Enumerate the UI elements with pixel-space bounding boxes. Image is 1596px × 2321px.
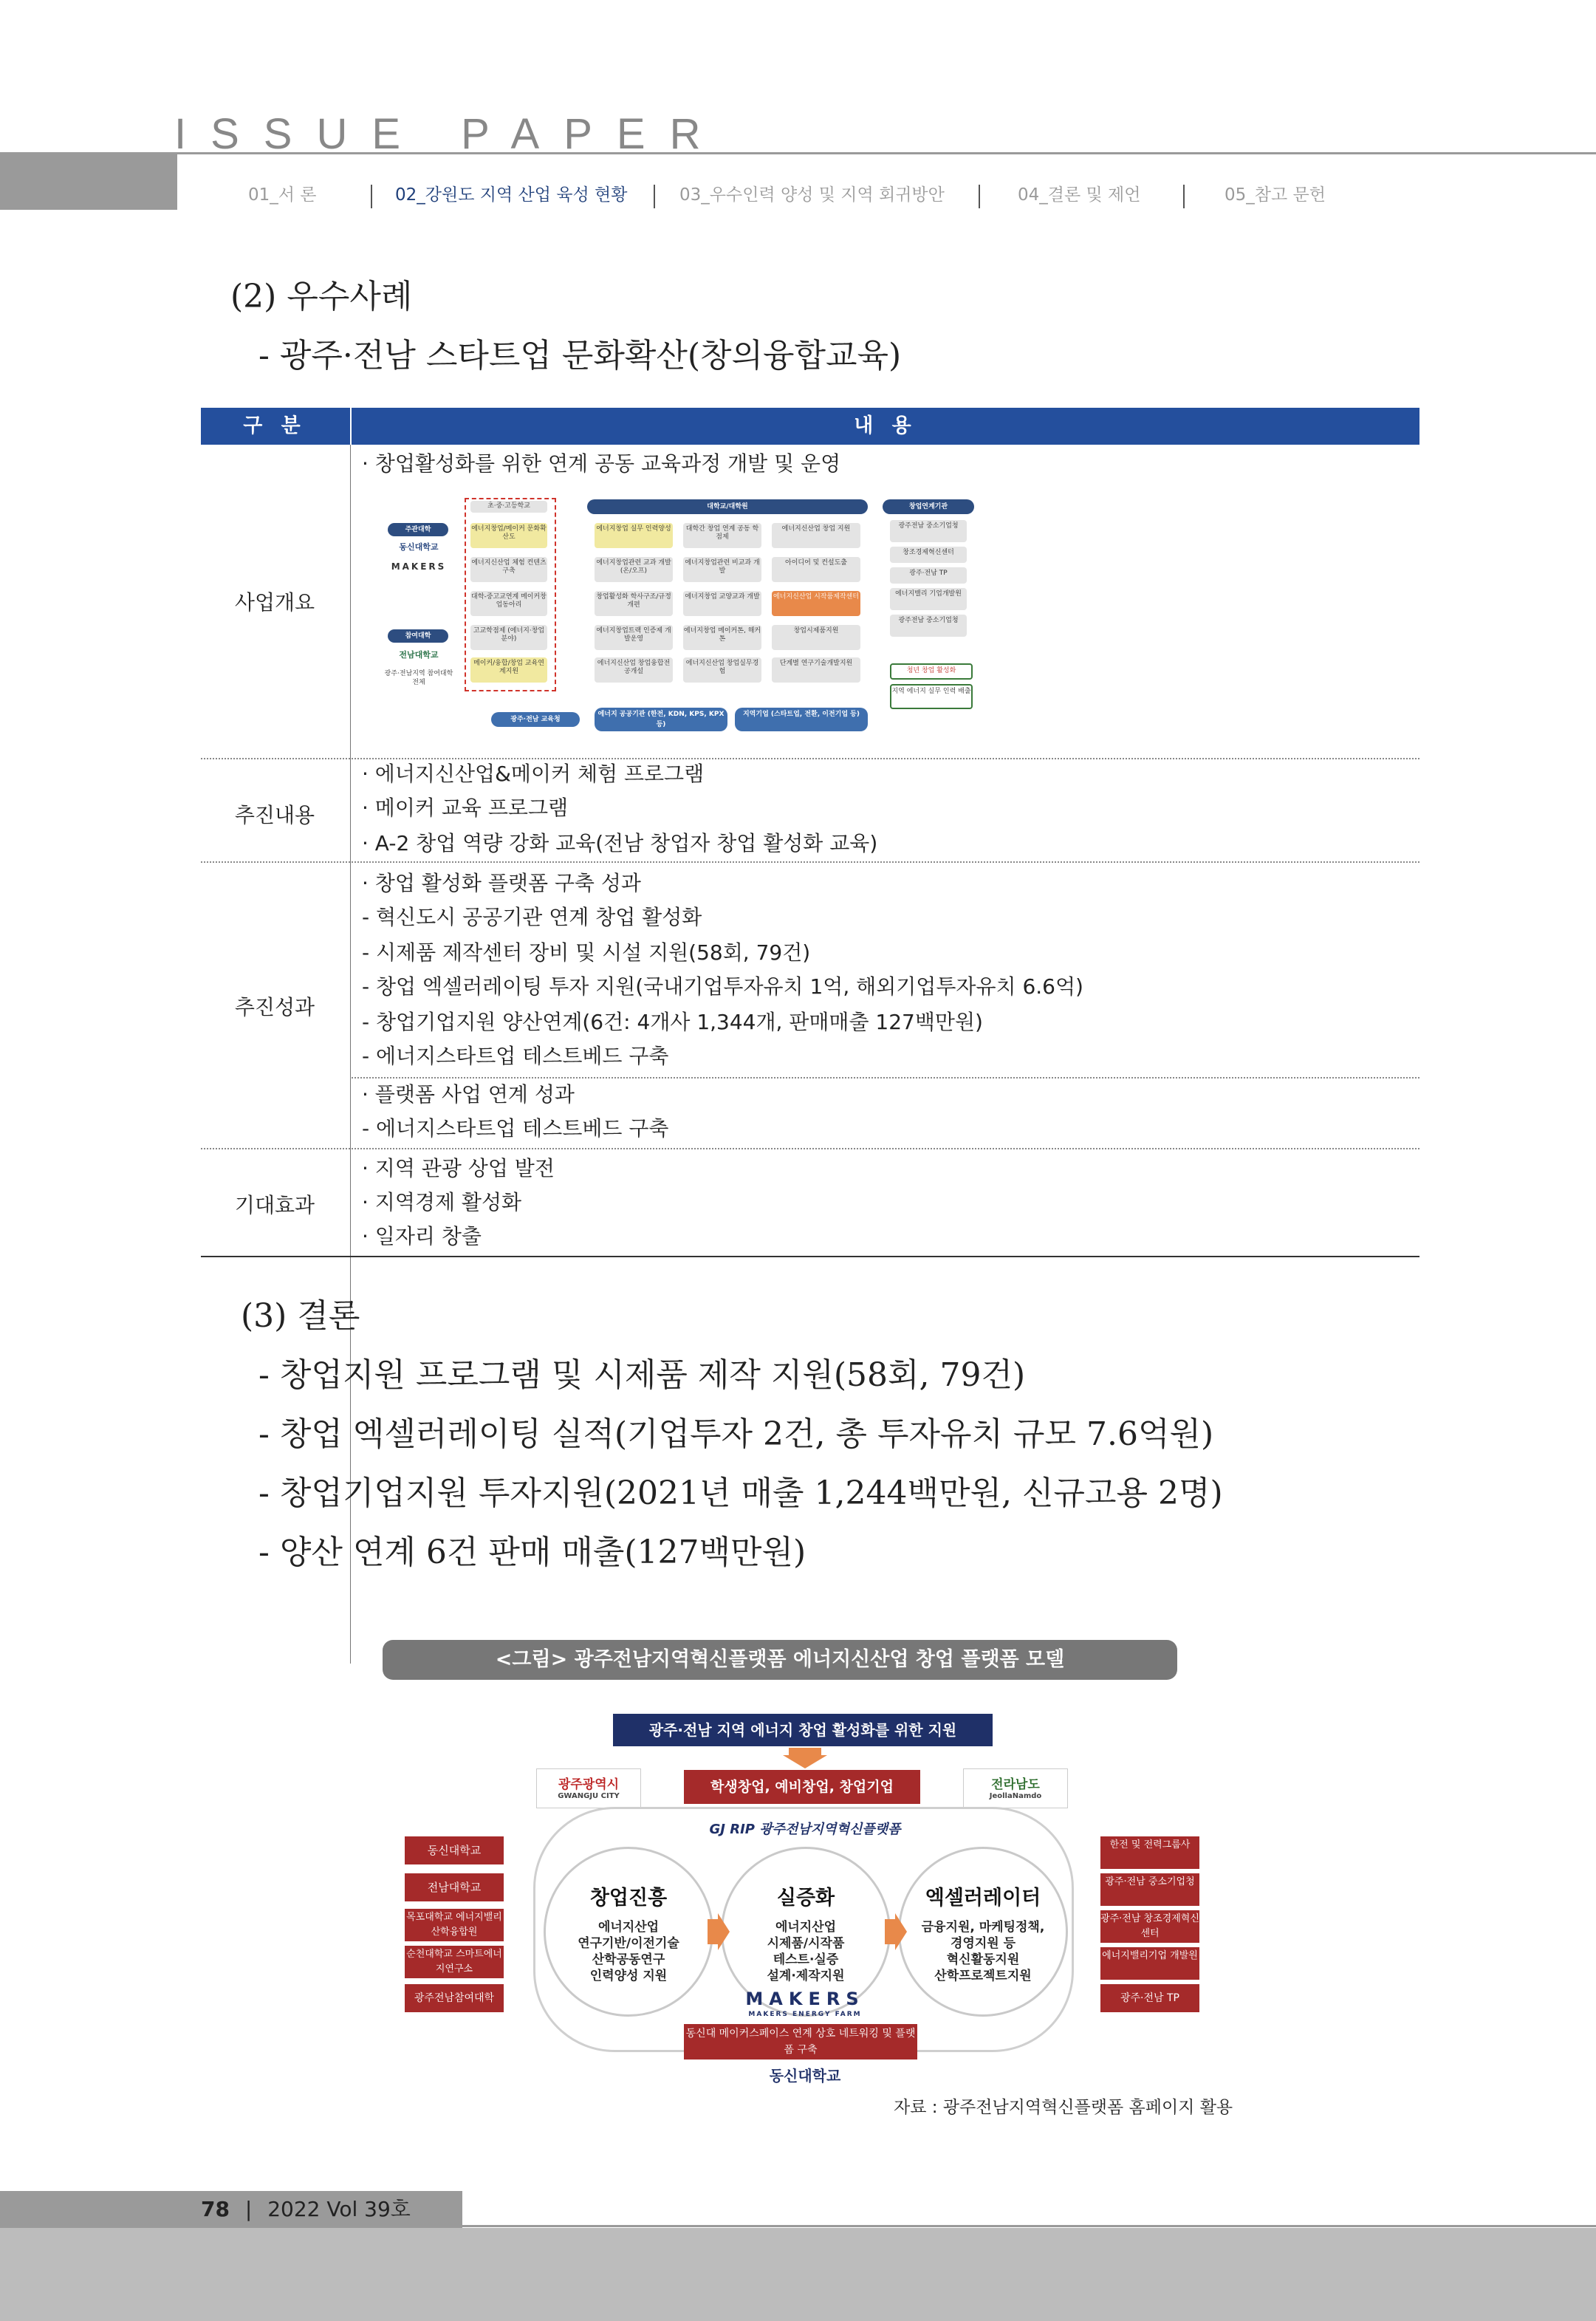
footer-rule xyxy=(462,2225,1596,2227)
section-heading: (2) 우수사례 xyxy=(230,278,413,315)
row-label-effects: 기대효과 xyxy=(234,1193,315,1217)
table-item: - 시제품 제작센터 장비 및 시설 지원(58회, 79건) xyxy=(362,940,811,965)
partner-university-label: 참여대학 xyxy=(388,629,448,643)
circle-accelerator: 엑셀러레이터 금융지원, 마케팅정책, 경영지원 등 혁신활동지원 산학프로젝트지원 xyxy=(898,1847,1068,2017)
result-box: 지역 에너지 실무 인력 배출 xyxy=(890,684,973,709)
nav-item-talent[interactable]: 03_우수인력 양성 및 지역 회귀방안 xyxy=(679,185,945,205)
university-cell: 에너지창업관련 교과 개발(온/오프) xyxy=(595,557,673,582)
chonnam-logo: 전남대학교 xyxy=(399,650,439,660)
target-box: 학생창업, 예비창업, 창업기업 xyxy=(684,1770,920,1804)
school-cell: 메이커/융합/창업 교육연계지원 xyxy=(470,657,547,683)
university-cell: 에너지창업 실무 인력양성 xyxy=(595,523,673,548)
arrow-right-icon xyxy=(885,1913,907,1950)
header-gray-block xyxy=(0,152,177,210)
university-cell: 에너지신산업 창업실무경험 xyxy=(683,657,761,683)
table-item: · 지역경제 활성화 xyxy=(362,1190,522,1214)
footer-separator: | xyxy=(244,2197,253,2221)
arrow-down-icon xyxy=(783,1748,827,1768)
support-banner: 광주·전남 지역 에너지 창업 활성화를 위한 지원 xyxy=(613,1714,993,1746)
partner-box: 광주·전남 창조경제혁신센터 xyxy=(1100,1910,1199,1943)
agency-cell: 창조경제혁신센터 xyxy=(890,547,967,563)
university-cell: 에너지창업트랙 인증제 개발운영 xyxy=(595,625,673,650)
table-item: - 창업기업지원 양산연계(6건: 4개사 1,344개, 판매매출 127백만원) xyxy=(362,1010,983,1034)
university-cell: 창업활성화 학사구조/규정개편 xyxy=(595,591,673,616)
table-item: · 메이커 교육 프로그램 xyxy=(362,796,569,820)
university-cell: 에너지신산업 창업 지원 xyxy=(772,523,860,548)
makers-figure-sub: MAKERS ENERGY FARM xyxy=(748,2011,862,2018)
gwangju-logo: 광주광역시 GWANGJU CITY xyxy=(536,1768,641,1808)
school-cell: 고교학점제 (에너지·창업분야) xyxy=(470,625,547,650)
makers-figure-logo: MAKERS xyxy=(745,1989,865,2009)
school-column-header: 초·중·고등학교 xyxy=(470,501,547,513)
nav-item-current[interactable]: 02_강원도 지역 산업 육성 현황 xyxy=(395,185,628,205)
nav-item-references[interactable]: 05_참고 문헌 xyxy=(1225,185,1326,205)
partner-box: 광주·전남 TP xyxy=(1100,1984,1199,2012)
agency-cell: 에너지밸리 기업개발원 xyxy=(890,588,967,610)
arrow-right-icon xyxy=(708,1913,730,1950)
agency-column-header: 창업연계기관 xyxy=(883,499,974,514)
university-cell: 에너지창업 메이커톤, 해커톤 xyxy=(683,625,761,650)
nav-separator xyxy=(371,185,372,208)
row-label-results: 추진성과 xyxy=(234,995,315,1019)
brand-title: ISSUE PAPER xyxy=(174,110,725,158)
table-item: - 혁신도시 공공기관 연계 창업 활성화 xyxy=(362,905,702,929)
conclusion-heading: (3) 결론 xyxy=(241,1297,360,1335)
row-divider xyxy=(352,1077,1419,1079)
agency-cell: 광주전남 중소기업청 xyxy=(890,520,967,542)
table-item: - 에너지스타트업 테스트베드 구축 xyxy=(362,1044,669,1068)
bottom-bar-item: 지역기업 (스타트업, 전환, 이전기업 등) xyxy=(735,708,868,731)
partner-box: 에너지밸리기업 개발원 xyxy=(1100,1947,1199,1980)
university-cell: 에너지창업관련 비교과 개발 xyxy=(683,557,761,582)
table-bottom-rule xyxy=(201,1256,1419,1257)
table-item: · 창업 활성화 플랫폼 구축 성과 xyxy=(362,871,641,895)
university-cell: 대학간 창업 연계 공동 학점제 xyxy=(683,523,761,548)
university-cell: 단계별 연구기술개발지원 xyxy=(772,657,860,683)
table-header xyxy=(201,408,1419,445)
partner-box: 광주·전남 중소기업청 xyxy=(1100,1873,1199,1906)
agency-cell: 광주전남 중소기업청 xyxy=(890,615,967,637)
gjrip-logo: GJ RIP 광주전남지역혁신플랫폼 xyxy=(709,1822,901,1837)
table-item: · 에너지신산업&메이커 체험 프로그램 xyxy=(362,762,705,786)
table-item: · A-2 창업 역량 강화 교육(전남 창업자 창업 활성화 교육) xyxy=(362,831,878,855)
page-number: 78 xyxy=(201,2197,230,2221)
header-content: 내 용 xyxy=(854,414,917,437)
row-divider xyxy=(201,1148,1419,1149)
section-subheading: - 광주·전남 스타트업 문화확산(창의융합교육) xyxy=(258,337,902,375)
footer-band xyxy=(0,2228,1596,2321)
agency-cell: 광주·전남 TP xyxy=(890,567,967,584)
university-cell: 에너지창업 교양교과 개발 xyxy=(683,591,761,616)
partner-box: 목포대학교 에너지밸리산학융합원 xyxy=(405,1909,504,1941)
partner-box: 한전 및 전력그룹사 xyxy=(1100,1836,1199,1869)
row-divider xyxy=(201,861,1419,863)
partner-box: 순천대학교 스마트에너지연구소 xyxy=(405,1946,504,1978)
table-item: · 지역 관광 상업 발전 xyxy=(362,1156,555,1180)
conclusion-bullet: - 양산 연계 6건 판매 매출(127백만원) xyxy=(258,1534,806,1571)
circle-demonstration: 실증화 에너지산업 시제품/시작품 테스트·실증 설계·제작지원 xyxy=(721,1847,891,2017)
makers-logo: MAKERS xyxy=(391,561,447,572)
school-cell: 에너지창업/메이커 문화확산도 xyxy=(470,523,547,548)
header-category: 구 분 xyxy=(243,414,306,437)
figure-source: 자료 : 광주전남지역혁신플랫폼 홈페이지 활용 xyxy=(894,2098,1233,2117)
university-column-header: 대학교/대학원 xyxy=(587,499,868,514)
university-cell: 아이디어 및 컨설도출 xyxy=(772,557,860,582)
bottom-bar-item: 에너지 공공기관 (한전, KDN, KPS, KPX 등) xyxy=(595,708,727,731)
nav-separator xyxy=(1183,185,1185,208)
platform-model-figure xyxy=(399,1714,1211,2127)
partner-box: 광주전남참여대학 xyxy=(405,1984,504,2012)
table-item: · 일자리 창출 xyxy=(362,1224,482,1248)
school-cell: 에너지신산업 체험 컨텐츠 구축 xyxy=(470,557,547,582)
university-cell-highlight: 에너지신산업 시작품제작센터 xyxy=(772,591,860,616)
conclusion-bullet: - 창업 엑셀러레이팅 실적(기업투자 2건, 총 투자유치 규모 7.6억원) xyxy=(258,1415,1214,1453)
nav-separator xyxy=(979,185,980,208)
education-diagram xyxy=(373,493,979,737)
row-label-overview: 사업개요 xyxy=(234,590,315,615)
dongshin-figure-logo: 동신대학교 xyxy=(769,2067,841,2085)
table-item: - 에너지스타트업 테스트베드 구축 xyxy=(362,1116,669,1141)
partner-box: 동신대학교 xyxy=(405,1836,504,1864)
school-cell: 대학-중고교연계 메이커창업동아리 xyxy=(470,591,547,616)
circle-startup: 창업진흥 에너지산업 연구기반/이전기술 산학공동연구 인력양성 지원 xyxy=(544,1847,713,2017)
dongshin-logo: 동신대학교 xyxy=(399,542,439,552)
table-item: · 창업활성화를 위한 연계 공동 교육과정 개발 및 운영 xyxy=(362,451,841,476)
row-label-activities: 추진내용 xyxy=(234,803,315,827)
bottom-bar-item: 광주·전남 교육청 xyxy=(491,712,580,727)
figure-title: <그림> 광주전남지역혁신플랫폼 에너지신산업 창업 플랫폼 모델 xyxy=(383,1640,1177,1680)
nav-item-intro[interactable]: 01_서 론 xyxy=(248,185,317,205)
makerspace-box: 동신대 메이커스페이스 연계 상호 네트워킹 및 플랫폼 구축 xyxy=(684,2024,917,2059)
result-box: 청년 창업 활성화 xyxy=(890,663,973,680)
section-nav xyxy=(177,180,1433,210)
university-cell: 창업시제품지원 xyxy=(772,625,860,650)
issue-label: 2022 Vol 39호 xyxy=(267,2197,411,2221)
nav-item-conclusion[interactable]: 04_결론 및 제언 xyxy=(1018,185,1141,205)
partner-box: 전남대학교 xyxy=(405,1873,504,1901)
table-item: · 플랫폼 사업 연계 성과 xyxy=(362,1082,575,1107)
university-cell: 에너지신산업 창업융합전공개설 xyxy=(595,657,673,683)
jeonnam-logo: 전라남도 JeollaNamdo xyxy=(963,1768,1068,1808)
conclusion-bullet: - 창업지원 프로그램 및 시제품 제작 지원(58회, 79건) xyxy=(258,1356,1026,1394)
table-item: - 창업 엑셀러레이팅 투자 지원(국내기업투자유치 1억, 해외기업투자유치 6.6억) xyxy=(362,974,1083,999)
footer-text xyxy=(201,2191,411,2228)
nav-separator xyxy=(654,185,655,208)
partner-note: 광주·전남지역 참여대학 전체 xyxy=(384,670,453,686)
host-university-label: 주관대학 xyxy=(388,523,448,536)
conclusion-bullet: - 창업기업지원 투자지원(2021년 매출 1,244백만원, 신규고용 2명) xyxy=(258,1474,1223,1512)
